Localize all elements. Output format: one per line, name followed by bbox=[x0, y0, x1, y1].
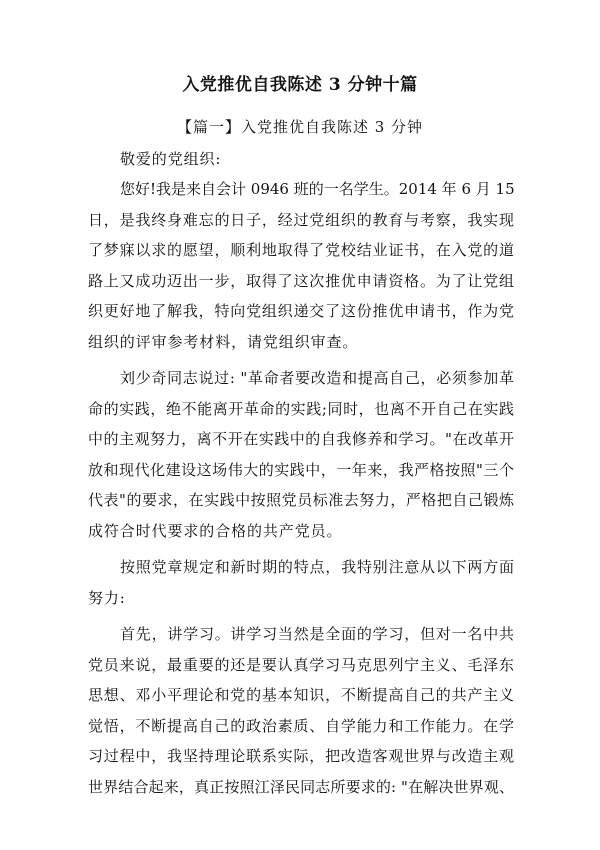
paragraph-line: 努力: bbox=[88, 588, 126, 607]
salutation: 敬爱的党组织: bbox=[120, 150, 222, 168]
paragraph-line: 首先，讲学习。讲学习当然是全面的学习，但对一名中共 bbox=[120, 625, 514, 643]
paragraph-line: 您好!我是来自会计 0946 班的一名学生。2014 年 6 月 15 bbox=[120, 180, 515, 198]
paragraph-study bbox=[88, 619, 514, 802]
paragraph-intro bbox=[88, 174, 514, 357]
paragraph-line: 代表"的要求，在实践中按照党员标准去努力，严格把自己锻炼 bbox=[88, 491, 514, 509]
paragraph-line: 按照党章规定和新时期的特点，我特别注意从以下两方面 bbox=[120, 558, 514, 576]
paragraph-line: 世界结合起来，真正按照江泽民同志所要求的: "在解决世界观、 bbox=[88, 777, 514, 796]
paragraph-line: 组织的评审参考材料，请党组织审查。 bbox=[88, 332, 359, 351]
paragraph-line: 习过程中，我坚持理论联系实际，把改造客观世界与改造主观 bbox=[88, 747, 514, 765]
paragraph-line: 路上又成功迈出一步，取得了这次推优申请资格。为了让党组 bbox=[88, 271, 514, 290]
paragraph-line: 织更好地了解我，特向党组织递交了这份推优申请书，作为党 bbox=[88, 302, 514, 320]
section-heading: 【篇一】入党推优自我陈述 3 分钟 bbox=[176, 118, 424, 136]
paragraph-line: 成符合时代要求的合格的共产党员。 bbox=[88, 521, 343, 540]
document-body bbox=[88, 144, 514, 808]
paragraph-line: 刘少奇同志说过: "革命者要改造和提高自己，必须参加革 bbox=[120, 369, 514, 387]
paragraph-line: 命的实践，绝不能离开革命的实践;同时，也离不开自己在实践 bbox=[88, 399, 514, 418]
paragraph-line: 了梦寐以求的愿望，顺利地取得了党校结业证书，在入党的道 bbox=[88, 241, 514, 259]
paragraph-line: 党员来说，最重要的还是要认真学习马克思列宁主义、毛泽东 bbox=[88, 655, 514, 674]
document-title: 入党推优自我陈述 3 分钟十篇 bbox=[182, 75, 418, 95]
paragraph-two-aspects bbox=[88, 552, 514, 613]
paragraph-line: 觉悟，不断提高自己的政治素质、自学能力和工作能力。在学 bbox=[88, 716, 514, 735]
paragraph-line: 思想、邓小平理论和党的基本知识，不断提高自己的共产主义 bbox=[88, 686, 514, 704]
paragraph-line: 日，是我终身难忘的日子，经过党组织的教育与考察，我实现 bbox=[88, 210, 514, 229]
paragraph-line: 中的主观努力，离不开在实践中的自我修养和学习。"在改革开 bbox=[88, 430, 514, 448]
paragraph-quote bbox=[88, 363, 514, 546]
paragraph-line: 放和现代化建设这场伟大的实践中，一年来，我严格按照"三个 bbox=[88, 460, 514, 479]
